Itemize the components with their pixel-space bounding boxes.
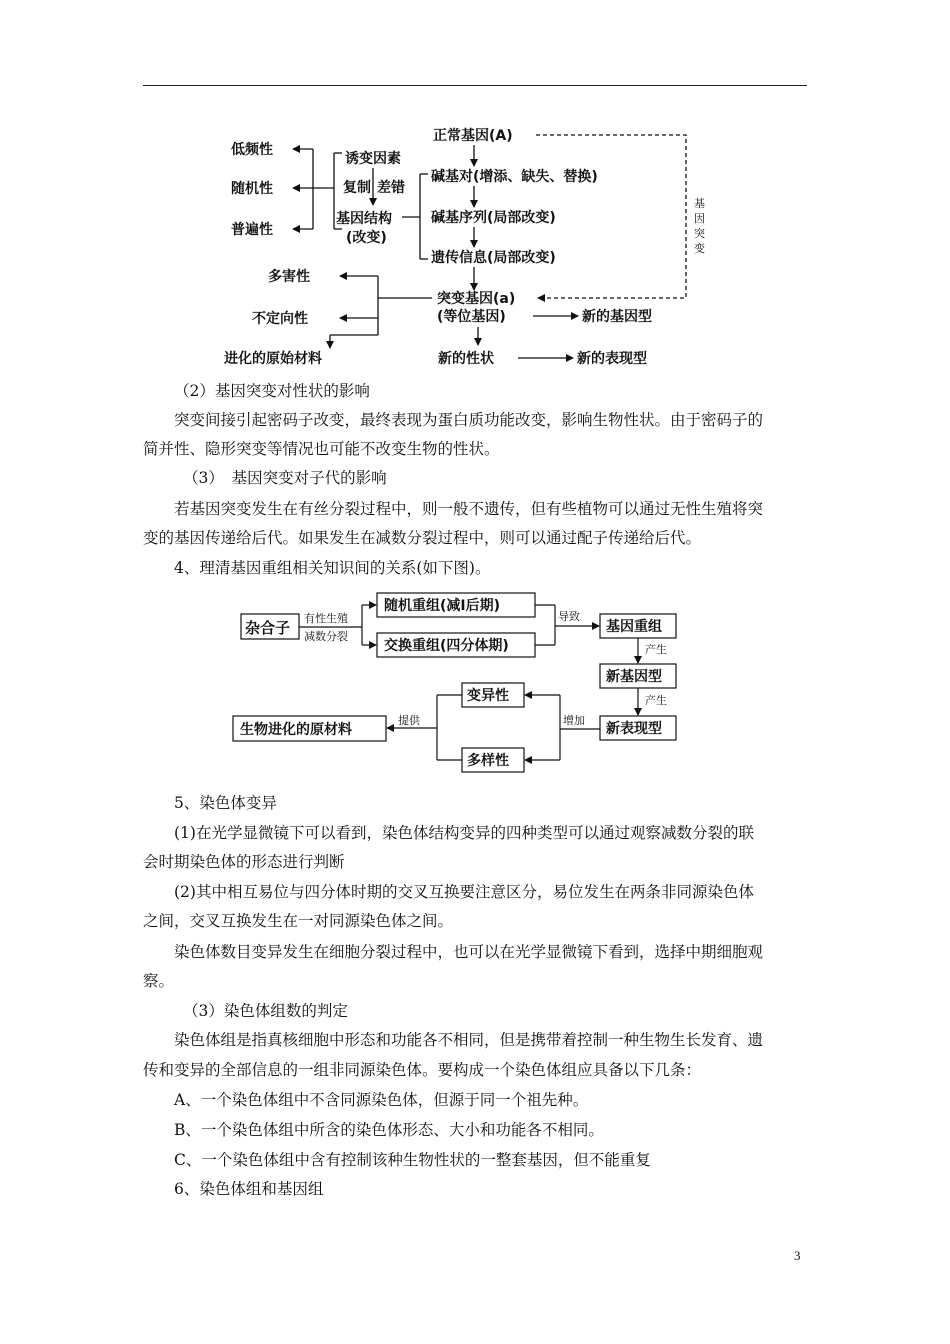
list-item-a: A、一个染色体组中不含同源染色体，但源于同一个祖先种。 [174,1091,589,1109]
provide-label: 提供 [398,714,420,727]
evolution-material-label: 进化的原始材料 [224,351,322,367]
paragraph-line: 染色体组是指真核细胞中形态和功能各不相同，但是携带着控制一种生物生长发育、遗 [174,1031,764,1049]
list-item-c: C、一个染色体组中含有控制该种生物性状的一整套基因，但不能重复 [174,1151,651,1169]
lead-label: 导致 [558,610,580,623]
new-genotype-label: 新的基因型 [582,309,652,325]
new-trait-label: 新的性状 [438,351,494,367]
gene-mutation-char-4: 变 [694,242,705,255]
list-item-b: B、一个染色体组中所含的染色体形态、大小和功能各不相同。 [174,1121,604,1139]
paragraph-line: 变的基因传递给后代。如果发生在减数分裂过程中，则可以通过配子传递给后代。 [143,529,702,547]
paragraph-line: 传和变异的全部信息的一组非同源染色体。要构成一个染色体组应具备以下几条： [143,1061,702,1079]
paragraph-line: 察。 [143,972,175,990]
gene-structure-label: 基因结构 [336,211,392,227]
gene-mutation-char-1: 基 [694,197,705,210]
error-label: 差错 [377,180,405,196]
paragraph-line: (1)在光学显微镜下可以看到，染色体结构变异的四种类型可以通过观察减数分裂的联 [174,824,754,842]
diversity-label: 多样性 [467,753,509,769]
genetic-info-label: 遗传信息(局部改变) [431,250,556,266]
produce-label-2: 产生 [645,694,667,707]
allele-label: (等位基因) [437,309,506,325]
new-phenotype-label: 新的表现型 [577,351,647,367]
meiosis-label: 减数分裂 [304,630,348,643]
paragraph-line: 简并性、隐形突变等情况也可能不改变生物的性状。 [143,440,500,458]
section-heading-5: 5、染色体变异 [174,794,277,812]
variability-label: 变异性 [467,688,509,704]
mutant-gene-label: 突变基因(a) [437,291,516,307]
section-heading-effect-on-traits: （2）基因突变对性状的影响 [174,382,370,400]
sexual-reproduction-label: 有性生殖 [304,612,348,625]
new-genotype-label: 新基因型 [606,669,662,685]
paragraph-line: (2)其中相互易位与四分体时期的交叉互换要注意区分，易位发生在两条非同源染色体 [174,883,754,901]
increase-label: 增加 [563,714,585,727]
gene-mutation-char-2: 因 [694,212,705,225]
base-pair-label: 碱基对(增添、缺失、替换) [431,169,598,185]
universality-label: 普遍性 [231,222,273,238]
section-heading-6: 6、染色体组和基因组 [174,1180,324,1198]
paragraph-line: 若基因突变发生在有丝分裂过程中，则一般不遗传，但有些植物可以通过无性生殖将突 [174,500,764,518]
section-heading-4: 4、理清基因重组相关知识间的关系(如下图)。 [174,559,491,577]
paragraph-line: 突变间接引起密码子改变，最终表现为蛋白质功能改变，影响生物性状。由于密码子的 [174,411,764,429]
random-recombination-label: 随机重组(减Ⅰ后期) [384,598,501,614]
base-sequence-label: 碱基序列(局部改变) [431,210,556,226]
crossover-recombination-label: 交换重组(四分体期) [384,638,509,654]
evolution-raw-material-label: 生物进化的原材料 [240,722,352,738]
paragraph-line: 染色体数目变异发生在细胞分裂过程中，也可以在光学显微镜下看到，选择中期细胞观 [174,943,764,961]
copy-label: 复制 [343,180,371,196]
new-phenotype-label: 新表现型 [606,721,662,737]
heterozygote-label: 杂合子 [245,619,291,637]
gene-mutation-char-3: 突 [694,227,705,240]
page-number: 3 [794,1248,801,1263]
undirected-label: 不定向性 [252,311,308,327]
gene-recombination-label: 基因重组 [606,619,662,635]
mutagen-label: 诱变因素 [345,151,401,167]
section-heading-chromosome-set: （3）染色体组数的判定 [183,1002,348,1020]
randomness-label: 随机性 [231,181,273,197]
produce-label-1: 产生 [645,643,667,656]
paragraph-line: 之间，交叉互换发生在一对同源染色体之间。 [143,912,454,930]
normal-gene-label: 正常基因(A) [433,128,513,144]
section-heading-effect-on-offspring: （3） 基因突变对子代的影响 [183,469,387,487]
change-label: (改变) [346,230,387,246]
paragraph-line: 会时期染色体的形态进行判断 [143,853,345,871]
low-frequency-label: 低频性 [231,142,273,158]
harmful-label: 多害性 [268,269,310,285]
